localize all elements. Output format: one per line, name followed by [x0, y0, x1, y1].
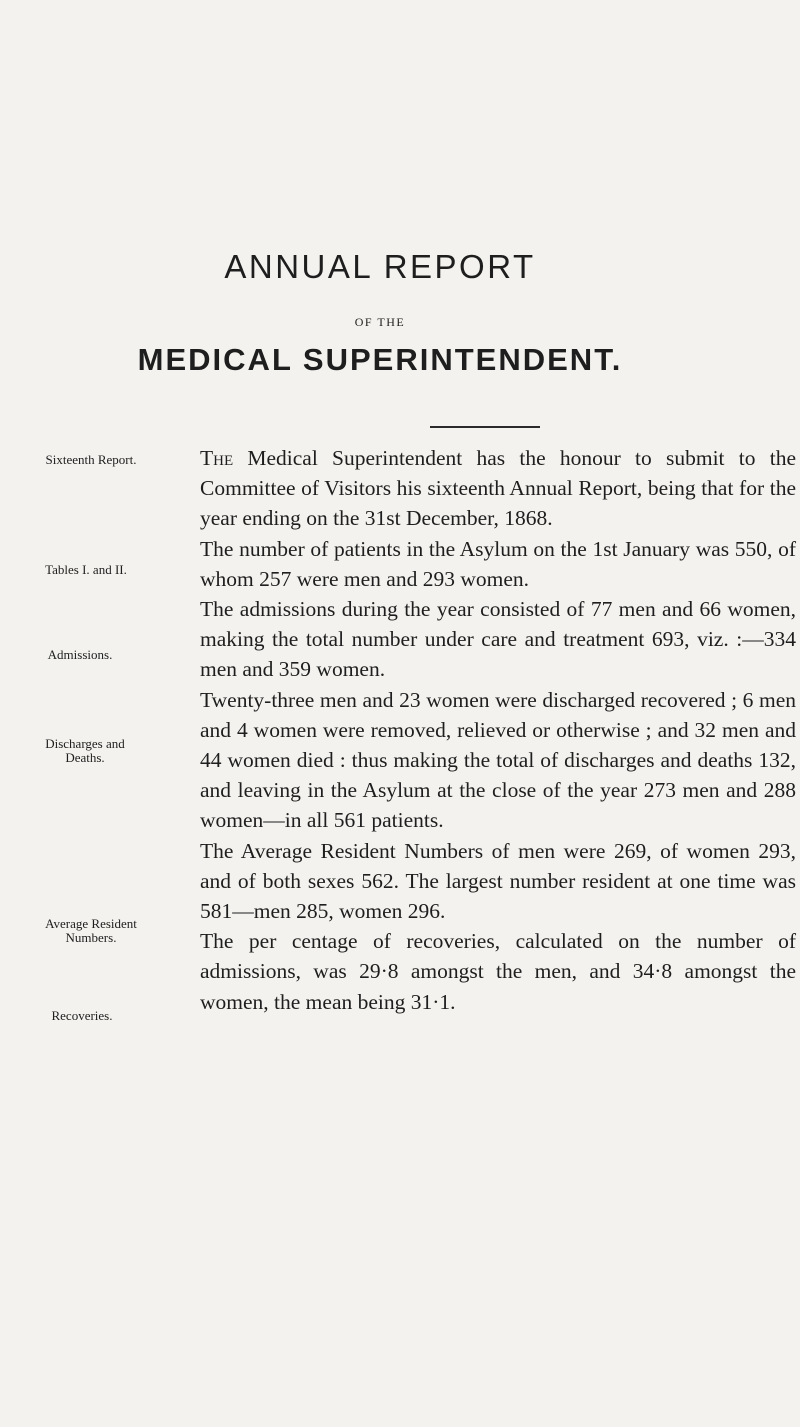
margin-note-tables: Tables I. and II. [45, 562, 127, 577]
margin-note-sixteenth-report: Sixteenth Report. [45, 452, 137, 467]
report-title: ANNUAL REPORT [224, 248, 536, 285]
report-body [200, 443, 796, 1017]
paragraph-admissions: The admissions during the year consisted of 77 men and 66 women, making the total number under care and treatment 693, viz. :—334 men and 359 women. [200, 597, 796, 682]
margin-note-discharges-deaths: Discharges and Deaths. [45, 736, 125, 765]
paragraph-patients: The number of patients in the Asylum on the 1st January was 550, of whom 257 were men and 293 women. [200, 536, 796, 591]
paragraph-intro-text: Medical Superintendent has the honour to submit to the Committee of Visitors his sixteenth Annual Report, being that for the year ending on the 31st December, 1868. [200, 446, 796, 531]
paragraph-discharges: Twenty-three men and 23 women were discharged recovered ; 6 men and 4 women were removed, relieved or otherwise ; and 32 men and 44 women died : thus making the total of discharges and deaths 132, and leaving in the Asylum at the close of the year 273 men and 288 women—in all 561 patients. [200, 687, 796, 833]
paragraph-intro-lead: The [200, 446, 234, 470]
paragraph-average-resident: The Average Resident Numbers of men were 269, of women 293, and of both sexes 562. The largest number resident at one time was 581—men 285, women 296. [200, 838, 796, 924]
report-subtitle: MEDICAL SUPERINTENDENT. [137, 342, 623, 377]
margin-note-recoveries: Recoveries. [51, 1008, 113, 1023]
paragraph-intro [200, 443, 796, 534]
margin-note-average-resident: Average Resident Numbers. [45, 916, 137, 945]
paragraph-recoveries: The per centage of recoveries, calculated on the number of admissions, was 29·8 amongst the men, and 34·8 amongst the women, the mean being 31·1. [200, 929, 796, 1014]
report-of-the: OF THE [354, 315, 406, 329]
title-rule [430, 426, 540, 428]
margin-note-admissions: Admissions. [47, 647, 113, 662]
